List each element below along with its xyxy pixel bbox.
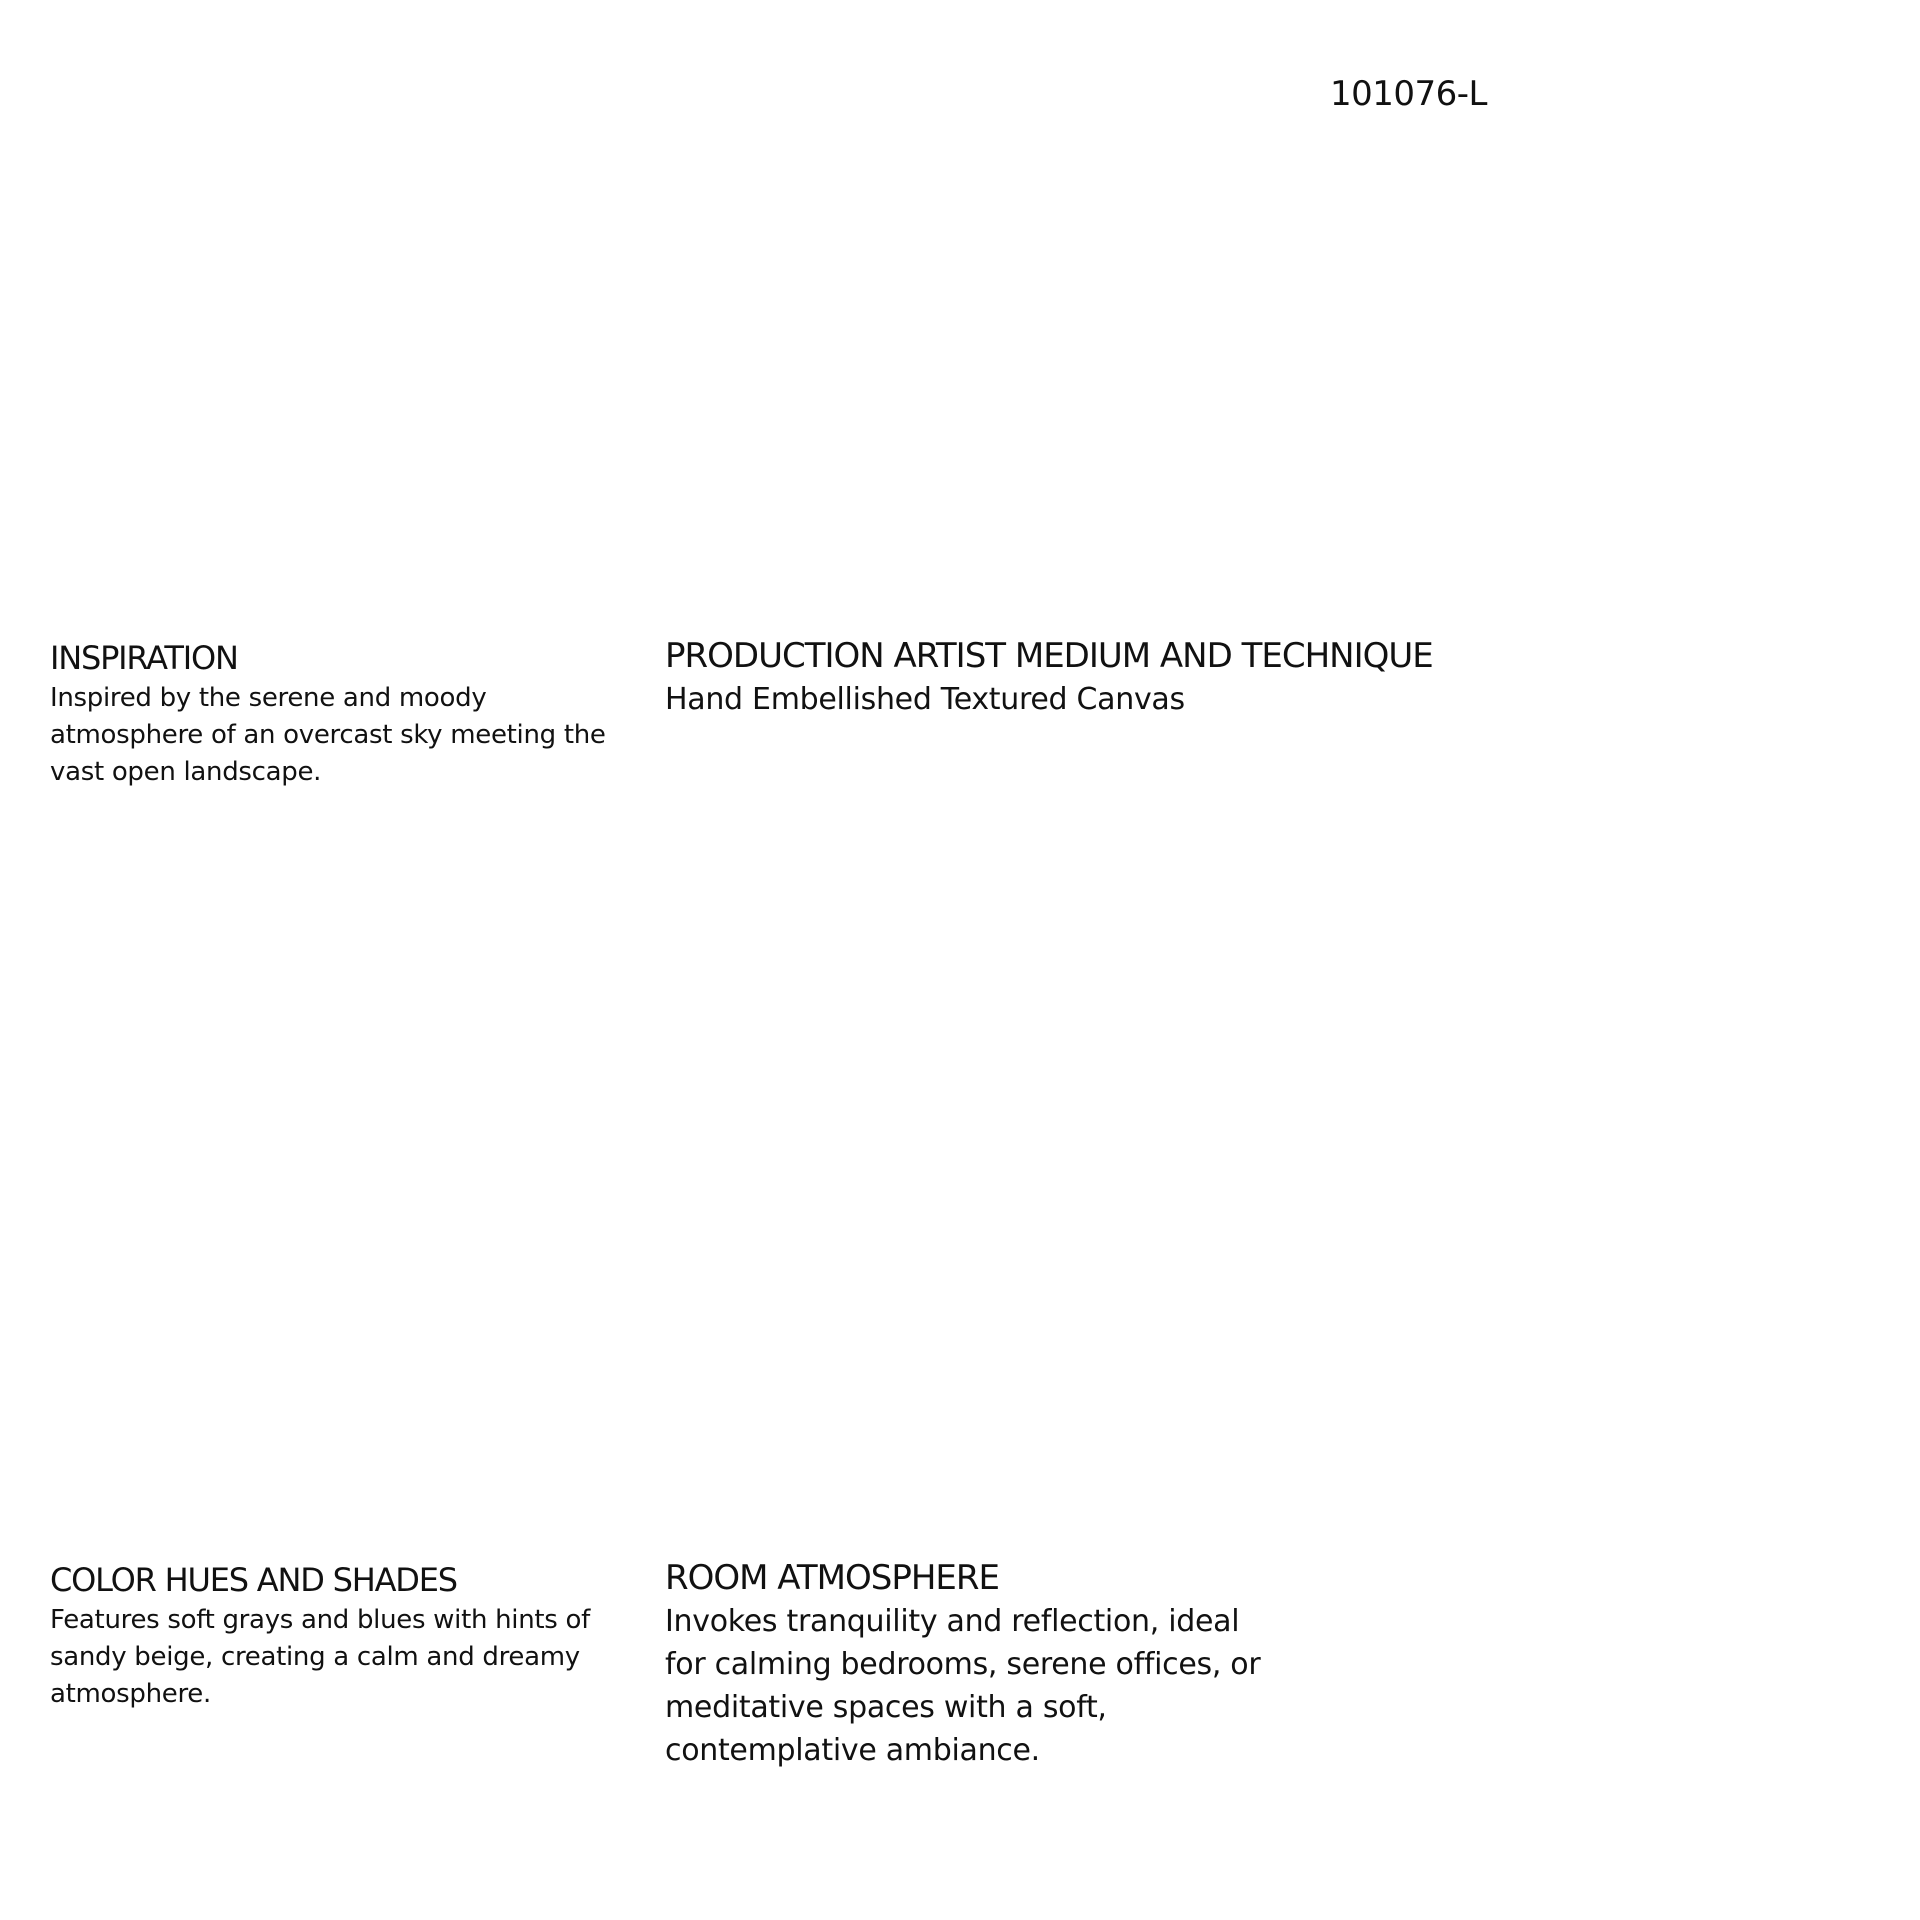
inspiration-text	[50, 680, 630, 791]
room-atmosphere-line: for calming bedrooms, serene offices, or	[665, 1647, 1261, 1682]
medium-technique-text	[665, 678, 1565, 721]
product-sku: 101076-L	[1330, 74, 1488, 114]
medium-technique-line: Hand Embellished Textured Canvas	[665, 682, 1185, 717]
room-atmosphere-heading: ROOM ATMOSPHERE	[665, 1558, 1000, 1598]
inspiration-heading: INSPIRATION	[50, 639, 238, 677]
color-hues-line: Features soft grays and blues with hints of	[50, 1605, 590, 1635]
color-hues-section	[50, 1560, 610, 1713]
inspiration-line: atmosphere of an overcast sky meeting the	[50, 720, 606, 750]
inspiration-line: Inspired by the serene and moody	[50, 683, 487, 713]
medium-technique-section	[665, 636, 1565, 721]
room-atmosphere-line: meditative spaces with a soft,	[665, 1690, 1107, 1725]
room-atmosphere-text	[665, 1600, 1265, 1772]
room-atmosphere-section	[665, 1558, 1265, 1772]
color-hues-text	[50, 1602, 610, 1713]
color-hues-heading: COLOR HUES AND SHADES	[50, 1561, 457, 1599]
room-atmosphere-line: contemplative ambiance.	[665, 1733, 1040, 1768]
inspiration-section	[50, 638, 630, 791]
color-hues-line: atmosphere.	[50, 1679, 211, 1709]
color-hues-line: sandy beige, creating a calm and dreamy	[50, 1642, 580, 1672]
medium-technique-heading: PRODUCTION ARTIST MEDIUM AND TECHNIQUE	[665, 636, 1433, 676]
inspiration-line: vast open landscape.	[50, 757, 322, 787]
room-atmosphere-line: Invokes tranquility and reflection, ideal	[665, 1604, 1240, 1639]
